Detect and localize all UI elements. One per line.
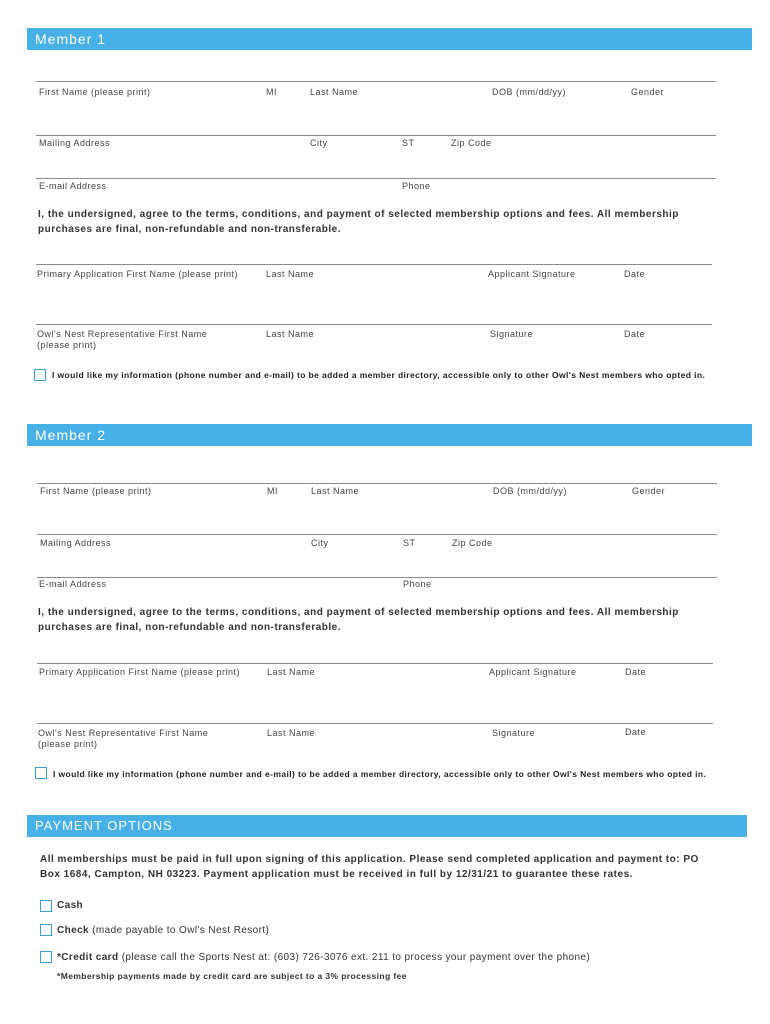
member-2-rep-name-label: Owl's Nest Representative First Name (please print): [38, 728, 209, 749]
member-2-last-name-label: Last Name: [311, 486, 360, 496]
cash-option: [57, 900, 83, 912]
member-2-row1-line: [37, 483, 717, 484]
member-2-primary-name-label: Primary Application First Name (please print): [39, 667, 241, 677]
member-2-first-name-label: First Name (please print): [40, 486, 152, 496]
member-1-gender-label: Gender: [631, 87, 665, 97]
member-1-sig2-last-label: Last Name: [266, 329, 315, 339]
member-1-dob-label: DOB (mm/dd/yy): [492, 87, 567, 97]
member-1-last-name-label: Last Name: [310, 87, 359, 97]
member-1-mi-label: MI: [266, 87, 277, 97]
member-1-heading: Member 1: [27, 28, 752, 50]
member-2-dob-label: DOB (mm/dd/yy): [493, 486, 568, 496]
member-1-directory-label: I would like my information (phone number and e-mail) to be added a member directory, accessible only to other Owl's Nest members who opted in.: [52, 370, 706, 380]
member-1-city-label: City: [310, 138, 328, 148]
member-2-city-label: City: [311, 538, 329, 548]
member-2-directory-label: I would like my information (phone number and e-mail) to be added a member directory, accessible only to other Owl's Nest members who opted in.: [53, 769, 707, 779]
member-2-signature-label: Signature: [492, 728, 536, 738]
member-1-sig2-line: [36, 324, 712, 325]
check-option: [57, 925, 269, 937]
member-1-st-label: ST: [402, 138, 415, 148]
check-checkbox[interactable]: [40, 924, 52, 936]
credit-card-label: *Credit card: [57, 952, 119, 963]
member-2-sig1-line: [37, 663, 713, 664]
member-1-row1-line: [36, 81, 716, 82]
member-2-st-label: ST: [403, 538, 416, 548]
member-2-sig1-date-label: Date: [625, 667, 647, 677]
member-1-primary-name-label: Primary Application First Name (please print): [37, 269, 239, 279]
member-2-directory-checkbox[interactable]: [35, 767, 47, 779]
credit-card-note: (please call the Sports Nest at: (603) 726-3076 ext. 211 to process your payment over the phone): [121, 952, 591, 963]
payment-options-heading: PAYMENT OPTIONS: [27, 815, 747, 837]
member-2-applicant-signature-label: Applicant Signature: [489, 667, 577, 677]
member-1-first-name-label: First Name (please print): [39, 87, 151, 97]
payment-intro-text: All memberships must be paid in full upon signing of this application. Please send completed application and payment to: PO Box 1684, Campton, NH 03223. Payment application must be received in full by 12/31/21 to guarantee these rates.: [40, 854, 699, 880]
member-2-zip-label: Zip Code: [452, 538, 493, 548]
member-1-row3-line: [36, 178, 716, 179]
member-1-signature-label: Signature: [490, 329, 534, 339]
member-2-agreement-text: I, the undersigned, agree to the terms, conditions, and payment of selected membership options and fees. All membership purchases are final, non-refundable and non-transferable.: [38, 607, 679, 633]
member-1-email-label: E-mail Address: [39, 181, 107, 191]
member-1-row2-line: [36, 135, 716, 136]
member-2-sig2-line: [37, 723, 713, 724]
member-2-email-label: E-mail Address: [39, 579, 107, 589]
member-1-sig1-date-label: Date: [624, 269, 646, 279]
member-2-heading: Member 2: [27, 424, 752, 446]
member-2-mi-label: MI: [267, 486, 278, 496]
member-1-rep-name-label: Owl's Nest Representative First Name (please print): [37, 329, 208, 350]
member-1-directory-checkbox[interactable]: [34, 369, 46, 381]
member-1-mailing-label: Mailing Address: [39, 138, 111, 148]
cash-checkbox[interactable]: [40, 900, 52, 912]
member-2-sig2-date-label: Date: [625, 727, 647, 737]
member-1-applicant-signature-label: Applicant Signature: [488, 269, 576, 279]
member-1-sig1-last-label: Last Name: [266, 269, 315, 279]
check-note: (made payable to Owl's Nest Resort): [92, 925, 270, 936]
credit-card-fee-note: *Membership payments made by credit card are subject to a 3% processing fee: [57, 971, 407, 981]
member-2-mailing-label: Mailing Address: [40, 538, 112, 548]
member-2-sig1-last-label: Last Name: [267, 667, 316, 677]
member-1-sig1-line: [36, 264, 712, 265]
credit-card-option: [57, 952, 590, 964]
member-2-row2-line: [37, 534, 717, 535]
member-1-zip-label: Zip Code: [451, 138, 492, 148]
member-2-row3-line: [37, 577, 717, 578]
check-label: Check: [57, 925, 90, 936]
member-1-agreement-text: I, the undersigned, agree to the terms, conditions, and payment of selected membership options and fees. All membership purchases are final, non-refundable and non-transferable.: [38, 209, 679, 235]
member-2-gender-label: Gender: [632, 486, 666, 496]
cash-label: Cash: [57, 900, 84, 911]
credit-card-checkbox[interactable]: [40, 951, 52, 963]
member-1-phone-label: Phone: [402, 181, 431, 191]
member-2-phone-label: Phone: [403, 579, 432, 589]
member-2-sig2-last-label: Last Name: [267, 728, 316, 738]
member-1-sig2-date-label: Date: [624, 329, 646, 339]
